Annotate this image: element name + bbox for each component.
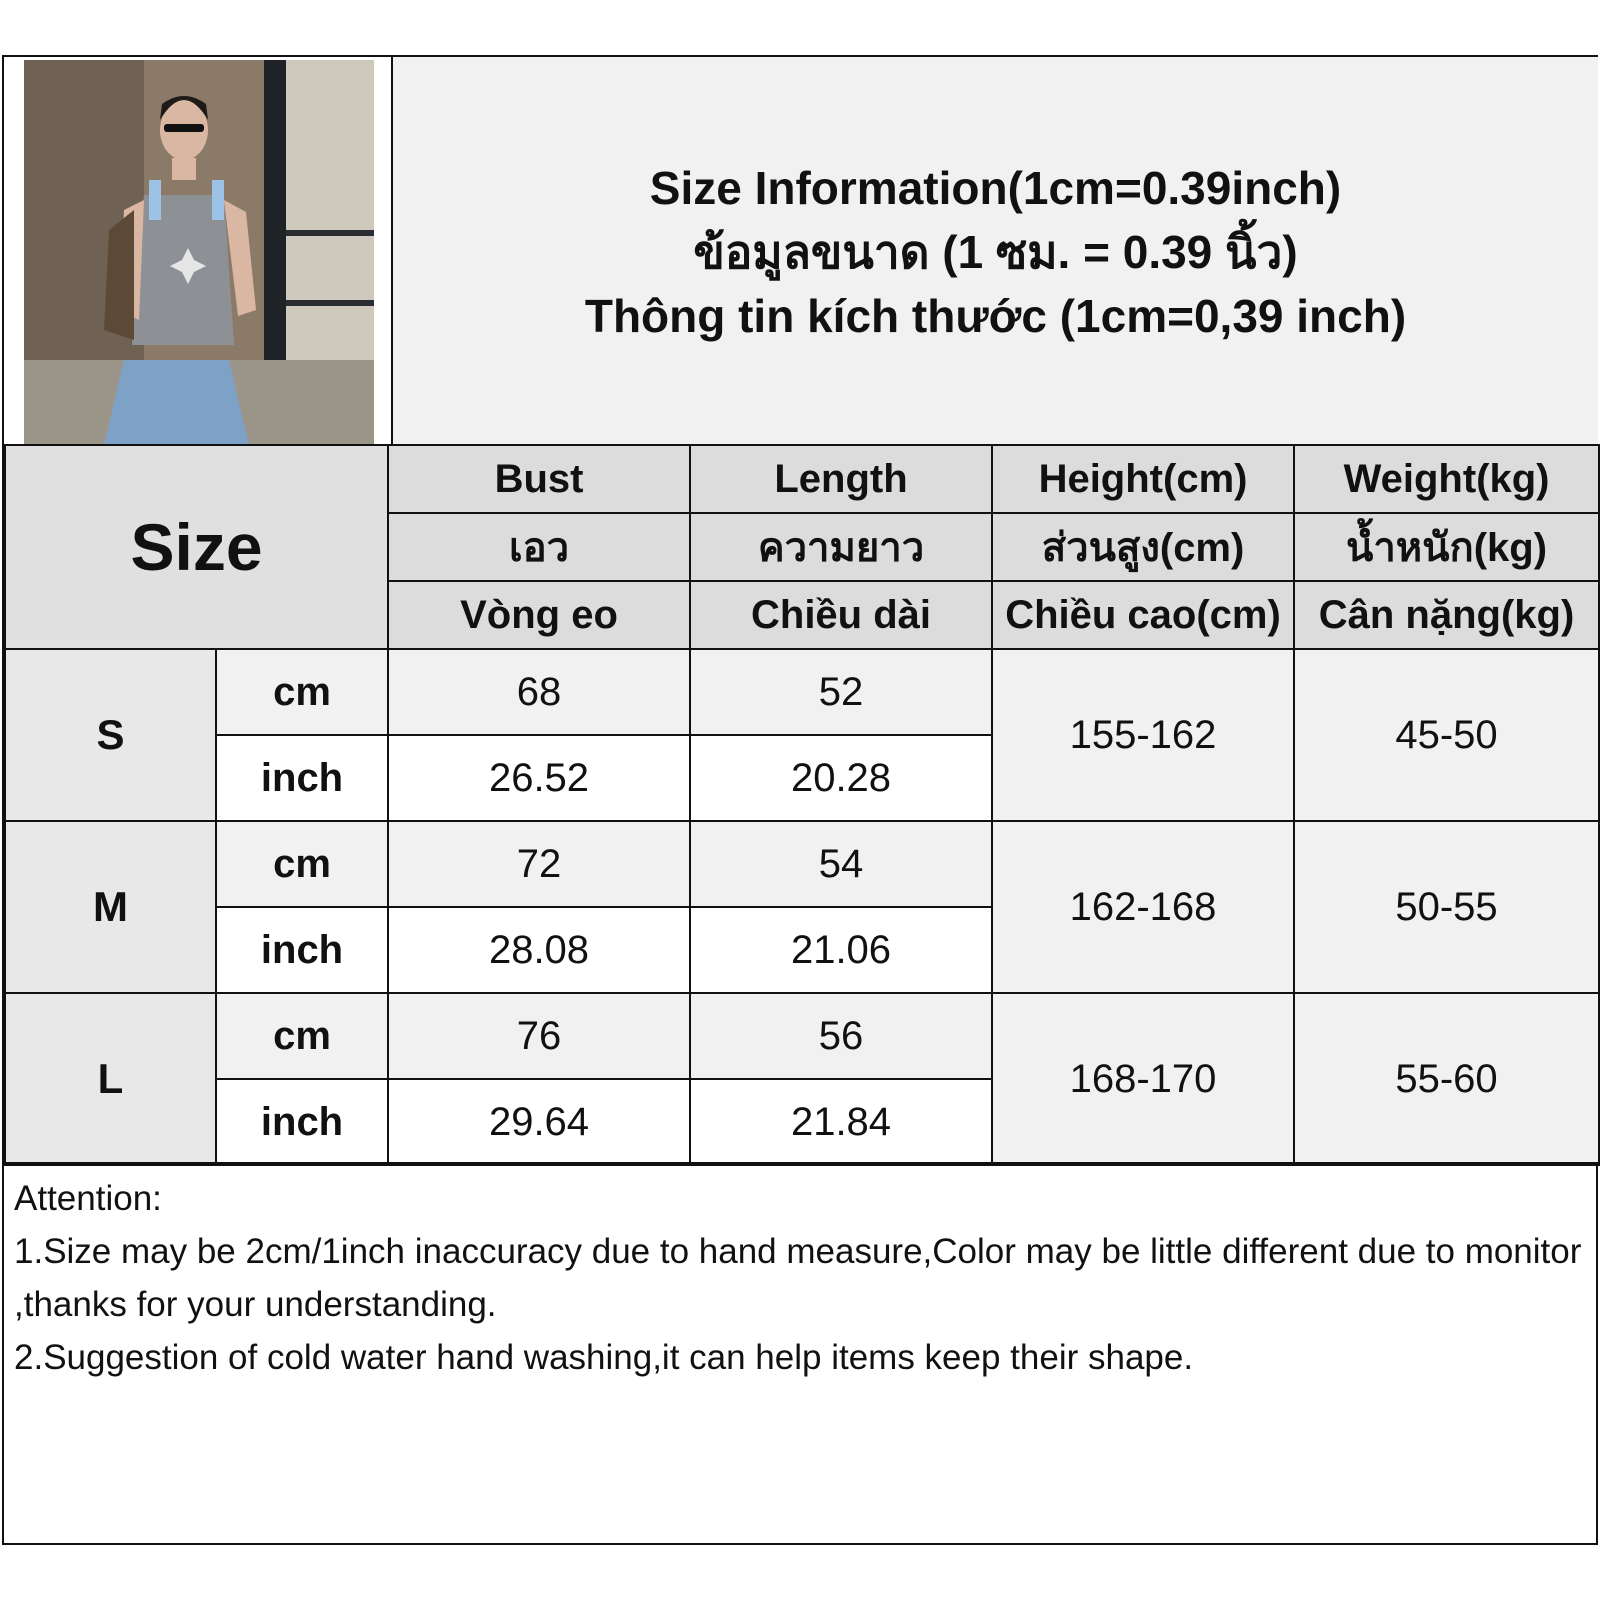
weight-range: 50-55 (1294, 821, 1599, 993)
weight-range: 45-50 (1294, 649, 1599, 821)
notes-heading: Attention: (14, 1179, 162, 1218)
weight-range: 55-60 (1294, 993, 1599, 1165)
header-height-th: ส่วนสูง(cm) (992, 513, 1294, 581)
notes-line-1: 1.Size may be 2cm/1inch inaccuracy due to hand measure,Color may be little different due to monitor ,thanks for your understanding. (14, 1232, 1582, 1324)
table-row (5, 993, 1599, 1079)
length-cm: 54 (690, 821, 992, 907)
size-table (4, 444, 1600, 1166)
title-english: Size Information(1cm=0.39inch) (649, 162, 1342, 214)
height-range: 155-162 (992, 649, 1294, 821)
header-length-en: Length (690, 445, 992, 513)
bust-cm: 76 (388, 993, 690, 1079)
title-panel (391, 57, 1598, 447)
unit-inch: inch (216, 907, 388, 993)
length-cm: 52 (690, 649, 992, 735)
size-label-l: L (5, 993, 216, 1165)
header-length-th: ความยาว (690, 513, 992, 581)
title-vietnamese: Thông tin kích thước (1cm=0,39 inch) (584, 290, 1407, 342)
product-photo (24, 60, 374, 445)
bust-cm: 68 (388, 649, 690, 735)
bust-inch: 26.52 (388, 735, 690, 821)
notes-line-2: 2.Suggestion of cold water hand washing,it can help items keep their shape. (14, 1338, 1194, 1377)
length-cm: 56 (690, 993, 992, 1079)
bust-cm: 72 (388, 821, 690, 907)
size-header: Size (5, 445, 388, 649)
header-height-en: Height(cm) (992, 445, 1294, 513)
length-inch: 21.84 (690, 1079, 992, 1165)
height-range: 162-168 (992, 821, 1294, 993)
length-inch: 21.06 (690, 907, 992, 993)
unit-inch: inch (216, 735, 388, 821)
size-label-m: M (5, 821, 216, 993)
header-bust-th: เอว (388, 513, 690, 581)
size-chart-sheet (2, 55, 1598, 1545)
bust-inch: 29.64 (388, 1079, 690, 1165)
header-bust-vi: Vòng eo (388, 581, 690, 649)
length-inch: 20.28 (690, 735, 992, 821)
header-bust-en: Bust (388, 445, 690, 513)
model-illustration (24, 60, 374, 445)
table-row (5, 821, 1599, 907)
unit-inch: inch (216, 1079, 388, 1165)
unit-cm: cm (216, 993, 388, 1079)
header-length-vi: Chiều dài (690, 581, 992, 649)
header-height-vi: Chiều cao(cm) (992, 581, 1294, 649)
unit-cm: cm (216, 649, 388, 735)
attention-notes (4, 1162, 1598, 1543)
size-label-s: S (5, 649, 216, 821)
unit-cm: cm (216, 821, 388, 907)
header-weight-th: น้ำหนัก(kg) (1294, 513, 1599, 581)
table-row (5, 649, 1599, 735)
header-weight-en: Weight(kg) (1294, 445, 1599, 513)
title-thai: ข้อมูลขนาด (1 ซม. = 0.39 นิ้ว) (693, 226, 1298, 278)
bust-inch: 28.08 (388, 907, 690, 993)
header-weight-vi: Cân nặng(kg) (1294, 581, 1599, 649)
height-range: 168-170 (992, 993, 1294, 1165)
